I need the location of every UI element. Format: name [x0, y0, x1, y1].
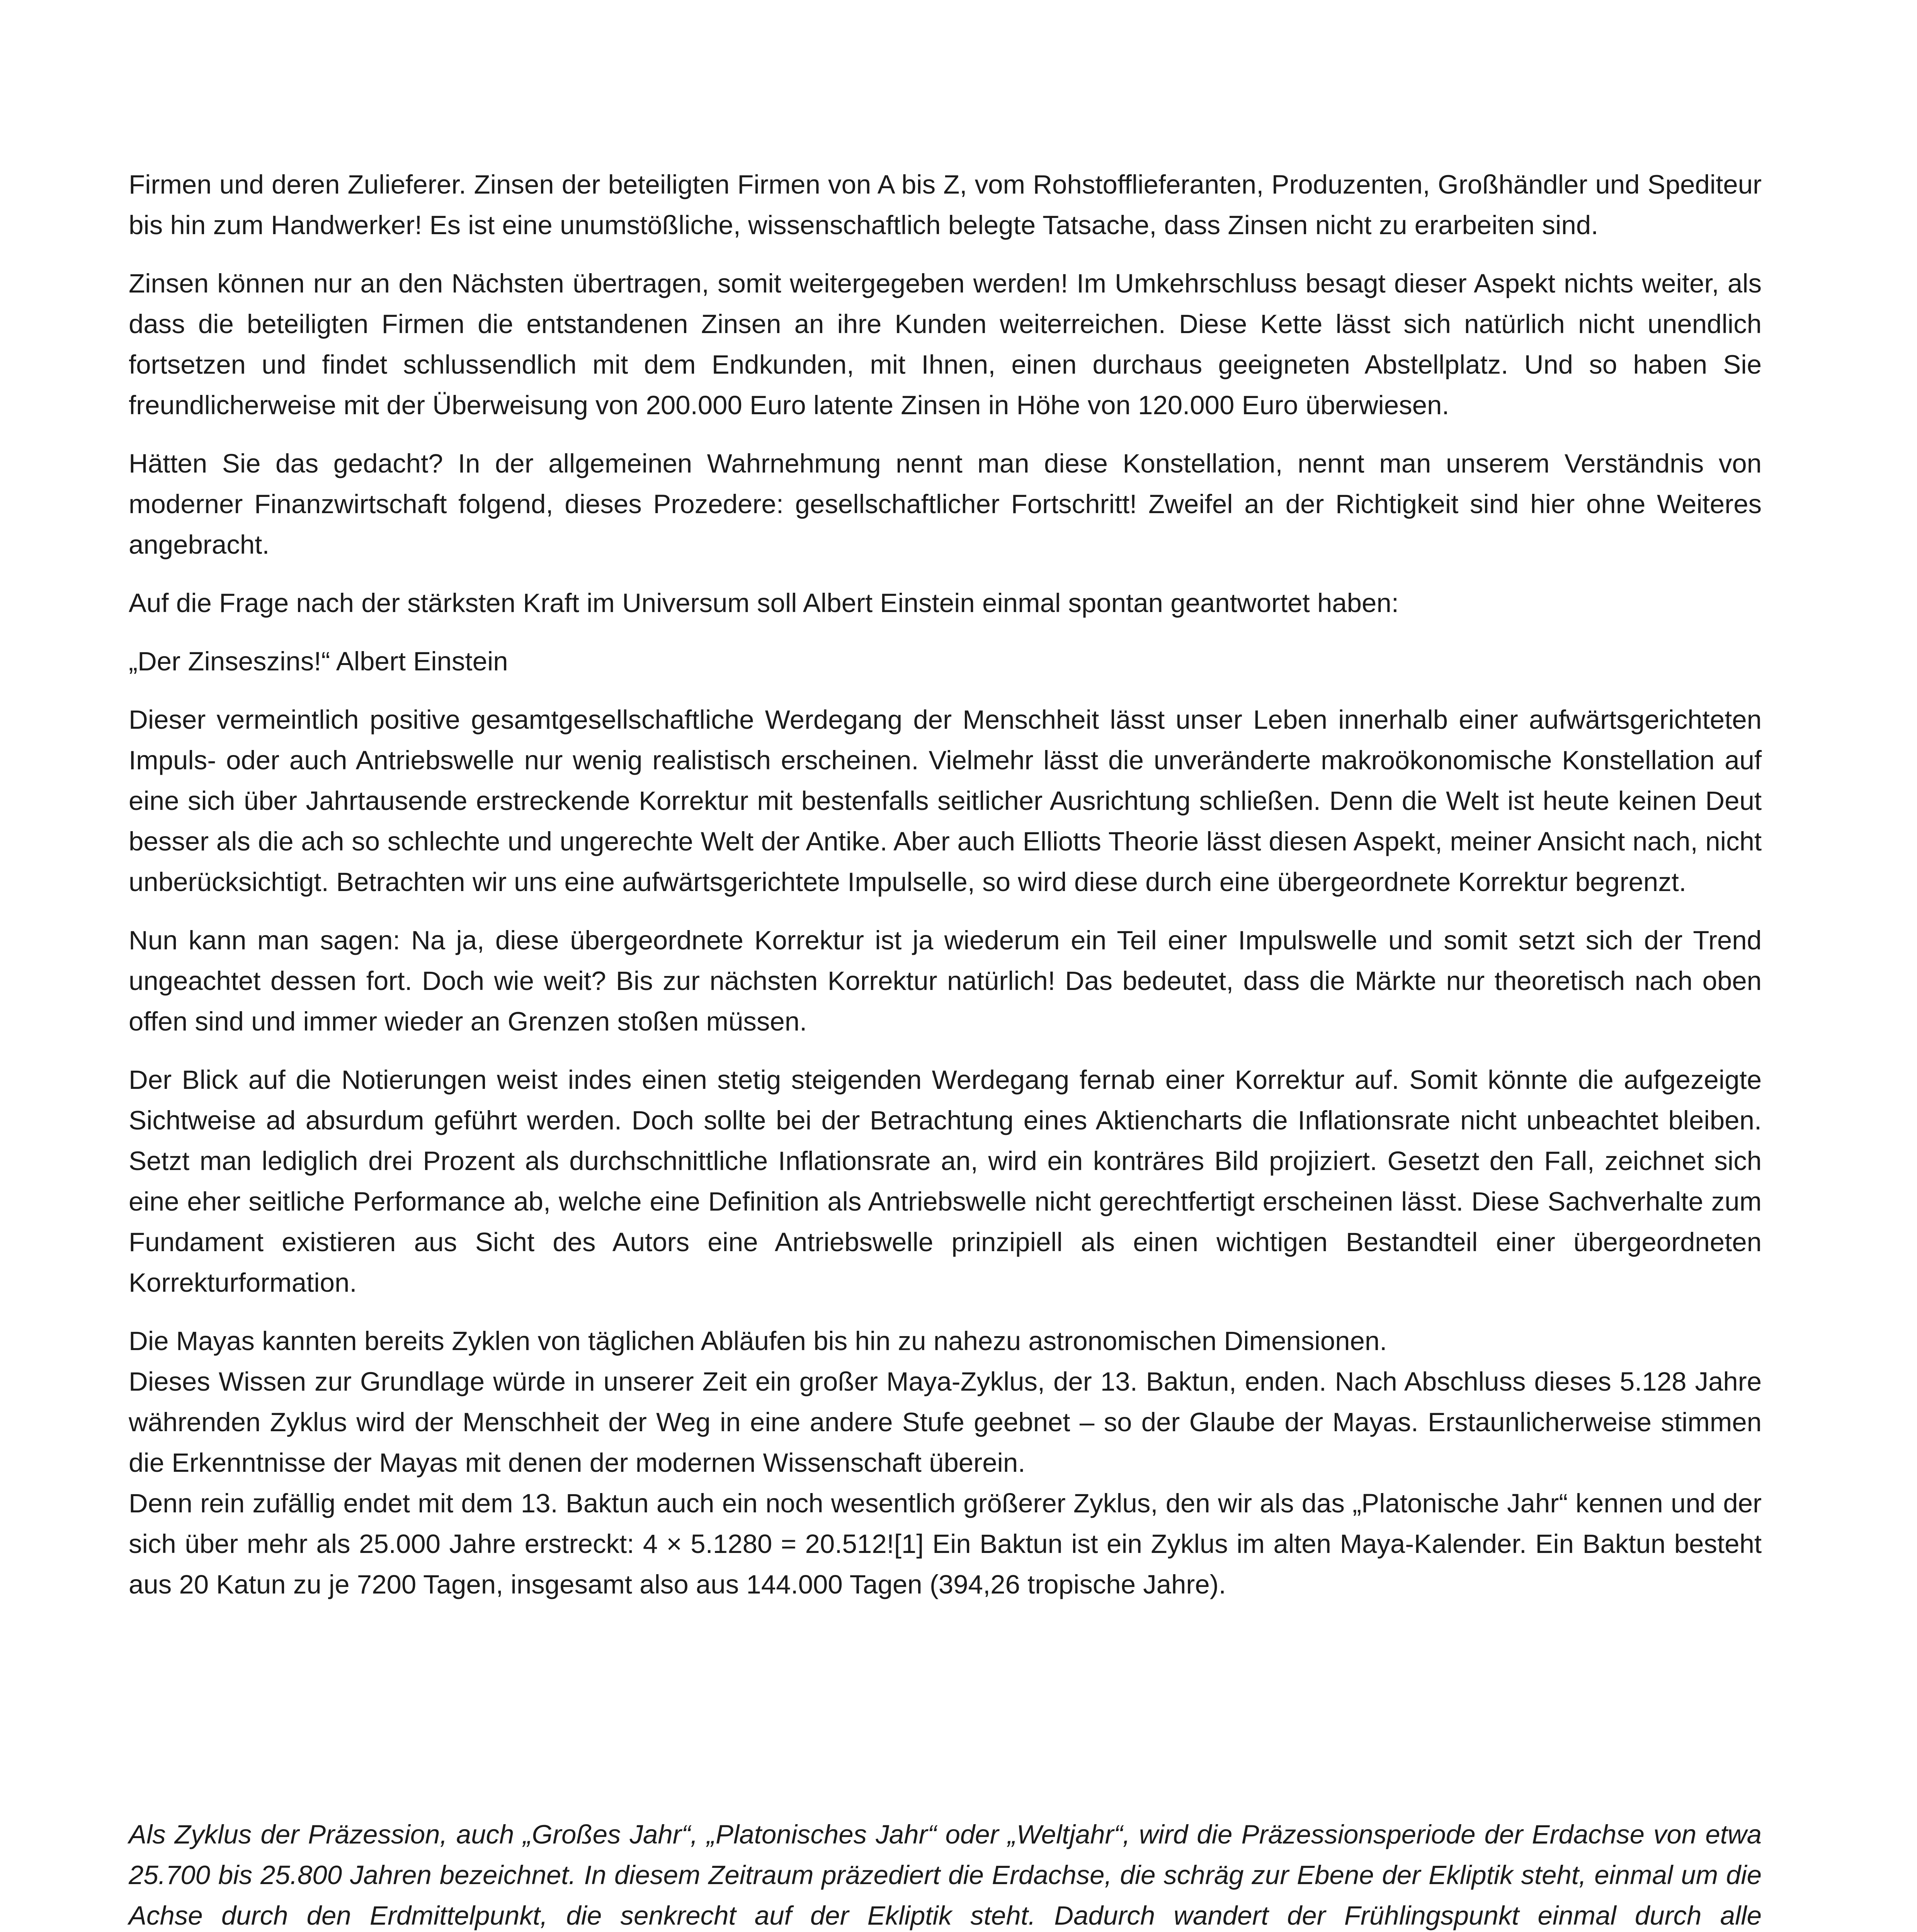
paragraph-notierungen-inflation: Der Blick auf die Notierungen weist indes einen stetig steigenden Werdegang fernab einer Korrektur auf. Somit könnte die aufgezeigte Sichtweise ad absurdum geführt werden. Doch sollte bei der Betrachtung eines Aktiencharts die Inflationsrate nicht unbeachtet bleiben. Setzt man lediglich drei Prozent als durchschnittliche Inflationsrate an, wird ein konträres Bild projiziert. Gesetzt den Fall, zeichnet sich eine eher seitliche Performance ab, welche eine Definition als Antriebswelle nicht gerechtfertigt erscheinen lässt. Diese Sachverhalte zum Fundament existieren aus Sicht des Autors eine Antriebswelle prinzipiell als einen wichtigen Bestandteil einer übergeordneten Korrekturformation. [129, 1065, 1762, 1298]
paragraph-korrektur-impulswelle: Nun kann man sagen: Na ja, diese übergeordnete Korrektur ist ja wiederum ein Teil einer Impulswelle und somit setzt sich der Trend ungeachtet dessen fort. Doch wie weit? Bis zur nächsten Korrektur natürlich! Das bedeutet, dass die Märkte nur theoretisch nach oben offen sind und immer wieder an Grenzen stoßen müssen. [129, 925, 1762, 1036]
paragraph-maya-baktun: Dieses Wissen zur Grundlage würde in unserer Zeit ein großer Maya-Zyklus, der 13. Baktun, enden. Nach Abschluss dieses 5.128 Jahre währenden Zyklus wird der Menschheit der Weg in eine andere Stufe geebnet – so der Glaube der Mayas. Erstaunlicherweise stimmen die Erkenntnisse der Mayas mit denen der modernen Wissenschaft überein. [129, 1367, 1762, 1478]
body-text [129, 164, 1762, 1622]
paragraph-haetten-sie-das-gedacht: Hätten Sie das gedacht? In der allgemeinen Wahrnehmung nennt man diese Konstellation, nennt man unserem Verständnis von moderner Finanzwirtschaft folgend, dieses Prozedere: gesellschaftlicher Fortschritt! Zweifel an der Richtigkeit sind hier ohne Weiteres angebracht. [129, 449, 1762, 560]
einstein-quote: „Der Zinseszins!“ Albert Einstein [129, 646, 508, 676]
paragraph-werdegang-menschheit: Dieser vermeintlich positive gesamtgesellschaftliche Werdegang der Menschheit lässt unser Leben innerhalb einer aufwärtsgerichteten Impuls- oder auch Antriebswelle nur wenig realistisch erscheinen. Vielmehr lässt die unveränderte makroökonomische Konstellation auf eine sich über Jahrtausende erstreckende Korrektur mit bestenfalls seitlicher Ausrichtung schließen. Denn die Welt ist heute keinen Deut besser als die ach so schlechte und ungerechte Welt der Antike. Aber auch Elliotts Theorie lässt diesen Aspekt, meiner Ansicht nach, nicht unberücksichtigt. Betrachten wir uns eine aufwärtsgerichtete Impulselle, so wird diese durch eine übergeordnete Korrektur begrenzt. [129, 705, 1762, 897]
wikipedia-quote: Als Zyklus der Präzession, auch „Großes Jahr“, „Platonisches Jahr“ oder „Weltjahr“, wird die Präzessionsperiode der Erdachse von etwa 25.700 bis 25.800 Jahren bezeichnet. In diesem Zeitraum präzediert die Erdachse, die schräg zur Ebene der Ekliptik steht, einmal um die Achse durch den Erdmittelpunkt, die senkrecht auf der Ekliptik steht. Dadurch wandert der Frühlingspunkt einmal durch alle [129, 1820, 1762, 1930]
paragraph-mayas-zyklen: Die Mayas kannten bereits Zyklen von täglichen Abläufen bis hin zu nahezu astronomischen Dimensionen. [129, 1326, 1387, 1356]
paragraph-zinsen-uebertragen: Zinsen können nur an den Nächsten übertragen, somit weitergegeben werden! Im Umkehrschluss besagt dieser Aspekt nichts weiter, als dass die beteiligten Firmen die entstandenen Zinsen an ihre Kunden weiterreichen. Diese Kette lässt sich natürlich nicht unendlich fortsetzen und findet schlussendlich mit dem Endkunden, mit Ihnen, einen durchaus geeigneten Abstellplatz. Und so haben Sie freundlicherweise mit der Überweisung von 200.000 Euro latente Zinsen in Höhe von 120.000 Euro überwiesen. [129, 269, 1762, 420]
paragraph-platonisches-jahr: Denn rein zufällig endet mit dem 13. Baktun auch ein noch wesentlich größerer Zyklus, den wir als das „Platonische Jahr“ kennen und der sich über mehr als 25.000 Jahre erstreckt: 4 × 5.1280 = 20.512![1] Ein Baktun ist ein Zyklus im alten Maya-Kalender. Ein Baktun besteht aus 20 Katun zu je 7200 Tagen, insgesamt also aus 144.000 Tagen (394,26 tropische Jahre). [129, 1488, 1762, 1599]
paragraph-einstein-frage: Auf die Frage nach der stärksten Kraft im Universum soll Albert Einstein einmal spontan geantwortet haben: [129, 588, 1399, 618]
paragraph-zinsen-firmen: Firmen und deren Zulieferer. Zinsen der beteiligten Firmen von A bis Z, vom Rohstofflieferanten, Produzenten, Großhändler und Spediteur bis hin zum Handwerker! Es ist eine unumstößliche, wissenschaftlich belegte Tatsache, dass Zinsen nicht zu erarbeiten sind. [129, 170, 1762, 240]
